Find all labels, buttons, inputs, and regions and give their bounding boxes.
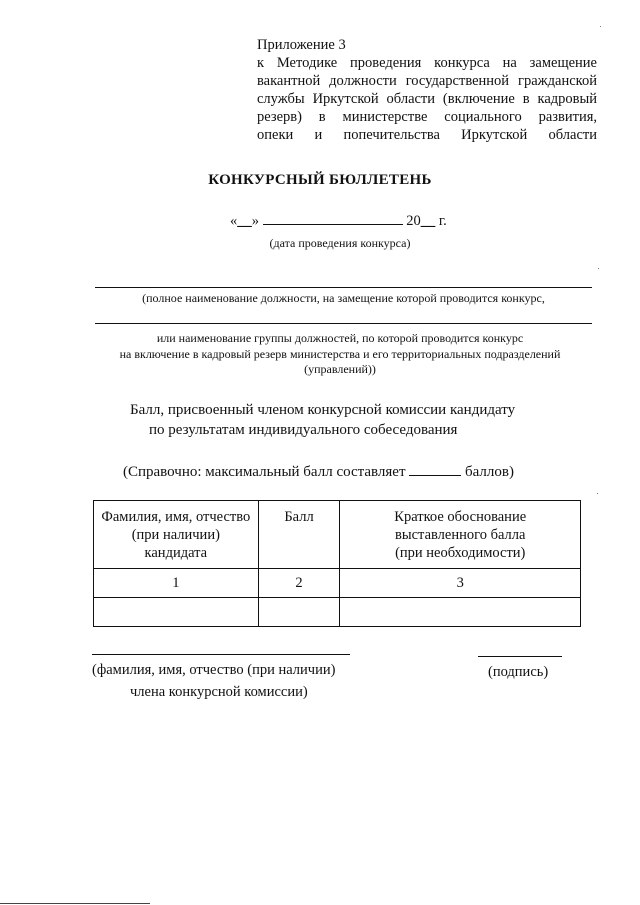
date-line — [230, 212, 447, 230]
signature-caption: (подпись) — [488, 664, 549, 680]
column-number-1: 1 — [94, 569, 259, 598]
score-heading-line-1: Балл, присвоенный членом конкурсной комиссии кандидату — [130, 402, 516, 418]
date-year-suffix: г. — [438, 213, 447, 229]
date-month-blank — [263, 212, 403, 225]
column-number-3: 3 — [340, 569, 581, 598]
annex-line-3: вакантной должности государственной гражданской — [257, 73, 597, 89]
annex-line-5: резерв) в министерстве социального развития, — [257, 109, 597, 125]
position-caption-4: (управлений)) — [304, 362, 376, 376]
scan-dot — [600, 26, 601, 27]
position-line-1 — [95, 287, 592, 288]
header-score: Балл — [258, 501, 340, 569]
date-day-blank: __ — [237, 213, 252, 229]
annex-line-6: опеки и попечительства Иркутской области — [257, 127, 597, 143]
scores-table — [93, 500, 581, 627]
member-name-caption-2: члена конкурсной комиссии) — [130, 684, 308, 700]
candidate-name-cell[interactable] — [94, 598, 259, 627]
position-line-2 — [95, 323, 592, 324]
position-caption-1: (полное наименование должности, на замещение которой проводится конкурс, — [142, 291, 545, 305]
table-row — [94, 598, 581, 627]
annex-line-2: к Методике проведения конкурса на замещение — [257, 55, 597, 71]
scan-dot — [597, 493, 598, 494]
reference-suffix: баллов) — [465, 464, 514, 480]
justification-cell[interactable] — [340, 598, 581, 627]
annex-line-4: службы Иркутской области (включение в кадровый — [257, 91, 597, 107]
date-close-quote: » — [251, 213, 259, 229]
table-header-row — [94, 501, 581, 569]
max-score-blank — [409, 462, 461, 476]
member-name-line — [92, 654, 350, 655]
score-cell[interactable] — [258, 598, 340, 627]
score-heading-line-2: по результатам индивидуального собеседования — [149, 422, 458, 438]
footer-rule — [0, 903, 150, 904]
document-title: КОНКУРСНЫЙ БЮЛЛЕТЕНЬ — [208, 172, 432, 188]
table-number-row — [94, 569, 581, 598]
position-caption-2: или наименование группы должностей, по которой проводится конкурс — [156, 331, 524, 345]
signature-line — [478, 656, 562, 657]
date-year-prefix: 20 — [406, 213, 421, 229]
scan-dot — [598, 268, 599, 269]
date-year-blank: __ — [420, 213, 436, 229]
header-justification: Краткое обоснование выставленного балла (при необходимости) — [340, 501, 581, 569]
member-name-caption-1: (фамилия, имя, отчество (при наличии) — [92, 662, 336, 678]
reference-prefix: (Справочно: максимальный балл составляет — [123, 464, 406, 480]
annex-line-1: Приложение 3 — [257, 37, 346, 53]
header-candidate-name: Фамилия, имя, отчество (при наличии) кандидата — [94, 501, 259, 569]
annex-block — [257, 36, 597, 144]
date-caption: (дата проведения конкурса) — [269, 236, 411, 250]
reference-line — [123, 462, 514, 482]
position-caption-3: на включение в кадровый резерв министерства и его территориальных подразделений — [119, 347, 561, 361]
column-number-2: 2 — [258, 569, 340, 598]
date-open-quote: « — [230, 213, 238, 229]
